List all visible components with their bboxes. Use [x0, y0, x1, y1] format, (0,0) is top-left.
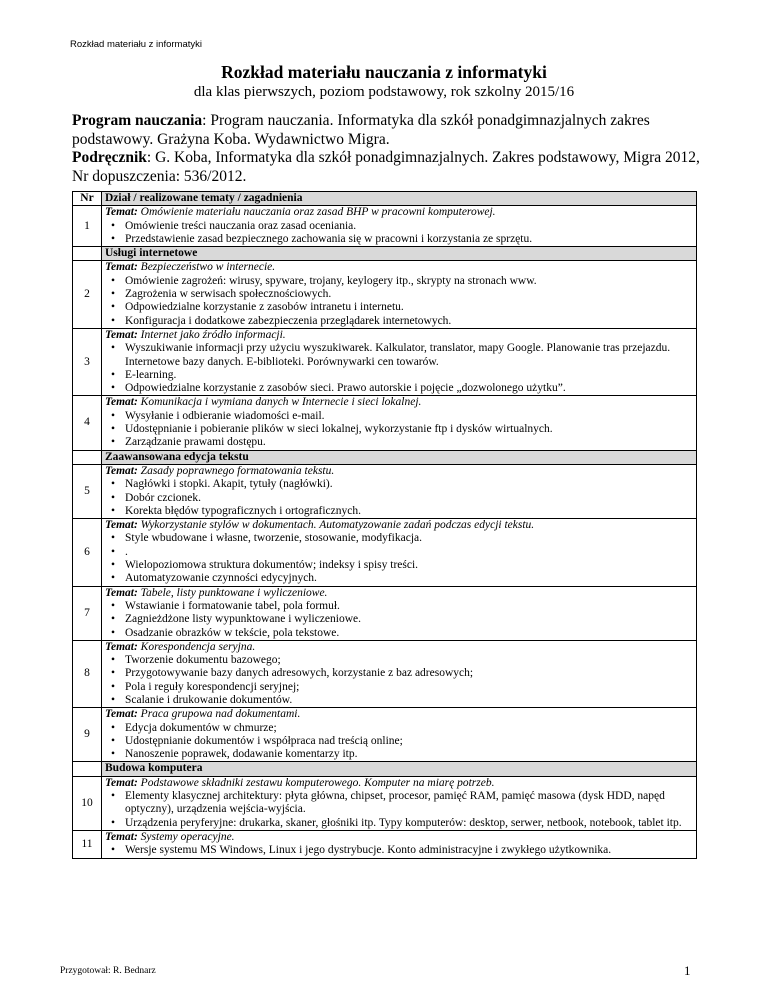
list-item: • Style wbudowane i własne, tworzenie, stosowanie, modyfikacja. — [105, 532, 693, 545]
column-header-nr: Nr — [73, 192, 102, 206]
row-number: 1 — [73, 206, 102, 247]
row-number: 6 — [73, 519, 102, 586]
row-number: 5 — [73, 464, 102, 518]
table-row — [73, 261, 697, 328]
table-row — [73, 708, 697, 762]
topic-text: Komunikacja i wymiana danych w Internecie i sieci lokalnej. — [140, 396, 422, 409]
section-row — [73, 247, 697, 261]
section-row — [73, 762, 697, 776]
textbook-label: Podręcznik — [72, 149, 147, 166]
list-item: • Udostępnianie dokumentów i współpraca nad treścią online; — [105, 735, 693, 748]
topic-label: Temat: — [105, 830, 138, 843]
list-item: • Zagrożenia w serwisach społecznościowych. — [105, 288, 693, 301]
topic-line — [105, 708, 693, 721]
topic-text: Podstawowe składniki zestawu komputerowego. Komputer na miarę potrzeb. — [140, 776, 495, 789]
table-row — [73, 640, 697, 707]
document-subtitle: dla klas pierwszych, poziom podstawowy, rok szkolny 2015/16 — [193, 84, 575, 100]
row-content — [102, 261, 697, 328]
topic-line — [105, 587, 693, 600]
topic-label: Temat: — [105, 708, 138, 721]
section-nr-cell — [73, 762, 102, 776]
page-header: Rozkład materiału z informatyki — [70, 39, 202, 50]
table-row — [73, 519, 697, 586]
row-number: 7 — [73, 586, 102, 640]
row-number: 11 — [73, 830, 102, 858]
list-item: • Wyszukiwanie informacji przy użyciu wyszukiwarek. Kalkulator, translator, mapy Google. Planowanie tras przejazdu. Internetowe bazy danych. E-biblioteki. Porównywarki cen towarów. — [105, 342, 693, 369]
section-row — [73, 450, 697, 464]
topic-label: Temat: — [105, 586, 138, 599]
topic-line — [105, 519, 693, 532]
topic-text: Systemy operacyjne. — [140, 830, 235, 843]
row-content — [102, 464, 697, 518]
section-title: Budowa komputera — [102, 762, 697, 776]
list-item: • Korekta błędów typograficznych i ortograficznych. — [105, 505, 693, 518]
topic-items-list — [105, 722, 693, 762]
topic-items-list — [105, 600, 693, 640]
list-item: • Tworzenie dokumentu bazowego; — [105, 654, 693, 667]
topic-line — [105, 641, 693, 654]
list-item: • Nagłówki i stopki. Akapit, tytuły (nagłówki). — [105, 478, 693, 491]
topic-text: Korespondencja seryjna. — [140, 640, 256, 653]
row-content — [102, 708, 697, 762]
row-number: 9 — [73, 708, 102, 762]
list-item: • E-learning. — [105, 369, 693, 382]
topic-line — [105, 396, 693, 409]
list-item: • Wielopoziomowa struktura dokumentów; indeksy i spisy treści. — [105, 559, 693, 572]
list-item: • Scalanie i drukowanie dokumentów. — [105, 694, 693, 707]
topic-label: Temat: — [105, 396, 138, 409]
list-item: • Omówienie zagrożeń: wirusy, spyware, trojany, keylogery itp., skrypty na stronach www. — [105, 275, 693, 288]
topic-items-list — [105, 220, 693, 247]
topic-items-list — [105, 532, 693, 585]
list-item: • Automatyzowanie czynności edycyjnych. — [105, 572, 693, 585]
list-item: • Pola i reguły korespondencji seryjnej; — [105, 681, 693, 694]
table-header-row — [73, 192, 697, 206]
topic-text: Tabele, listy punktowane i wyliczeniowe. — [140, 586, 328, 599]
list-item: • Zagnieżdżone listy wypunktowane i wyliczeniowe. — [105, 613, 693, 626]
row-content — [102, 206, 697, 247]
list-item: • Nanoszenie poprawek, dodawanie komentarzy itp. — [105, 748, 693, 761]
table-row — [73, 830, 697, 858]
topic-items-list — [105, 478, 693, 518]
table-row — [73, 776, 697, 830]
table-row — [73, 206, 697, 247]
topic-line — [105, 777, 693, 790]
row-content — [102, 328, 697, 395]
topic-items-list — [105, 844, 693, 857]
list-item: • Zarządzanie prawami dostępu. — [105, 436, 693, 449]
list-item: • Omówienie treści nauczania oraz zasad oceniania. — [105, 220, 693, 233]
list-item: • Przedstawienie zasad bezpiecznego zachowania się w pracowni i korzystania ze sprzętu. — [105, 233, 693, 246]
list-item: • Wysyłanie i odbieranie wiadomości e-mail. — [105, 410, 693, 423]
topic-line — [105, 206, 693, 219]
list-item: • Odpowiedzialne korzystanie z zasobów sieci. Prawo autorskie i pojęcie „dozwolonego użytku”. — [105, 382, 693, 395]
textbook-paragraph — [72, 149, 702, 186]
list-item: • Urządzenia peryferyjne: drukarka, skaner, głośniki itp. Typy komputerów: desktop, serwer, netbook, notebook, tablet itp. — [105, 817, 693, 830]
row-number: 2 — [73, 261, 102, 328]
topic-text: Omówienie materiału nauczania oraz zasad BHP w pracowni komputerowej. — [140, 206, 496, 219]
topic-label: Temat: — [105, 640, 138, 653]
list-item: • Dobór czcionek. — [105, 492, 693, 505]
column-header-topic: Dział / realizowane tematy / zagadnienia — [102, 192, 697, 206]
list-item: • Odpowiedzialne korzystanie z zasobów intranetu i internetu. — [105, 301, 693, 314]
table-row — [73, 586, 697, 640]
topic-label: Temat: — [105, 464, 138, 477]
topic-line — [105, 465, 693, 478]
textbook-text: : G. Koba, Informatyka dla szkół ponadgimnazjalnych. Zakres podstawowy, Migra 2012, Nr dopuszczenia: 536/2012. — [72, 149, 700, 185]
program-label: Program nauczania — [72, 112, 203, 129]
list-item: • Przygotowywanie bazy danych adresowych, korzystanie z baz adresowych; — [105, 667, 693, 680]
topic-items-list — [105, 275, 693, 328]
list-item: • Wstawianie i formatowanie tabel, pola formuł. — [105, 600, 693, 613]
topic-label: Temat: — [105, 206, 138, 219]
row-content — [102, 776, 697, 830]
table-row — [73, 464, 697, 518]
topic-line — [105, 261, 693, 274]
list-item: • . — [105, 546, 693, 559]
list-item: • Edycja dokumentów w chmurze; — [105, 722, 693, 735]
row-content — [102, 640, 697, 707]
list-item: • Elementy klasycznej architektury: płyta główna, chipset, procesor, pamięć RAM, pamięć masowa (dysk HDD, napęd optyczny), urządzenia wejścia-wyjścia. — [105, 790, 693, 817]
table-row — [73, 328, 697, 395]
topic-label: Temat: — [105, 776, 138, 789]
list-item: • Osadzanie obrazków w tekście, pola tekstowe. — [105, 627, 693, 640]
topic-line — [105, 329, 693, 342]
topic-text: Bezpieczeństwo w internecie. — [140, 261, 276, 274]
topic-line — [105, 831, 693, 844]
row-number: 4 — [73, 396, 102, 450]
section-nr-cell — [73, 450, 102, 464]
list-item: • Wersje systemu MS Windows, Linux i jego dystrybucje. Konto administracyjne i zwykłego użytkownika. — [105, 844, 693, 857]
topic-items-list — [105, 654, 693, 707]
row-content — [102, 830, 697, 858]
program-text: : Program nauczania. Informatyka dla szkół ponadgimnazjalnych zakres podstawowy. Grażyna Koba. Wydawnictwo Migra. — [72, 112, 650, 148]
row-number: 3 — [73, 328, 102, 395]
section-title: Usługi internetowe — [102, 247, 697, 261]
section-nr-cell — [73, 247, 102, 261]
row-content — [102, 586, 697, 640]
footer-author: Przygotował: R. Bednarz — [60, 966, 156, 976]
topic-text: Wykorzystanie stylów w dokumentach. Automatyzowanie zadań podczas edycji tekstu. — [140, 519, 535, 532]
topic-items-list — [105, 410, 693, 450]
topic-label: Temat: — [105, 519, 138, 532]
intro-block — [72, 112, 702, 186]
row-number: 10 — [73, 776, 102, 830]
page-number: 1 — [684, 963, 691, 978]
table-row — [73, 396, 697, 450]
topic-items-list — [105, 790, 693, 830]
section-title: Zaawansowana edycja tekstu — [102, 450, 697, 464]
topic-items-list — [105, 342, 693, 395]
topic-text: Praca grupowa nad dokumentami. — [140, 708, 301, 721]
topic-label: Temat: — [105, 328, 138, 341]
curriculum-table — [72, 191, 697, 859]
row-content — [102, 519, 697, 586]
topic-label: Temat: — [105, 261, 138, 274]
topic-text: Zasady poprawnego formatowania tekstu. — [140, 464, 335, 477]
row-number: 8 — [73, 640, 102, 707]
list-item: • Konfiguracja i dodatkowe zabezpieczenia przeglądarek internetowych. — [105, 315, 693, 328]
topic-text: Internet jako źródło informacji. — [140, 328, 286, 341]
program-paragraph — [72, 112, 702, 149]
document-title: Rozkład materiału nauczania z informatyki — [221, 62, 547, 82]
list-item: • Udostępnianie i pobieranie plików w sieci lokalnej, wykorzystanie ftp i dysków wirtualnych. — [105, 423, 693, 436]
row-content — [102, 396, 697, 450]
